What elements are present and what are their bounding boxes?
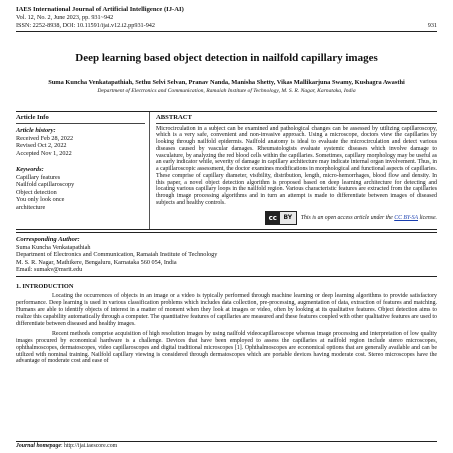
journal-header <box>16 6 437 29</box>
footer-url[interactable]: : http://ijai.iaescore.com <box>60 443 118 449</box>
corresponding-author-box <box>16 232 437 278</box>
license-text-after: license. <box>418 214 437 221</box>
by-badge: BY <box>280 212 296 224</box>
corresponding-email[interactable]: Email: sumakv@msrit.edu <box>16 265 83 273</box>
introduction-paragraph-2: Recent methods comprise acquisition of high resolution images by using nailfold videocapillaroscope whereas image processing and interpretation of low quality images procured by economical hardware is a challenge. Devices that have been employed to assess the capillaries at nailfold region include stereo microscopes, ophthalmoscopes, dermatoscopes, video capillaroscopes and digital traditional microscopes [1]. Ophthalmoscopes are economical options that are generally available and can be utilized with nominal training. Nailfold capillary viewing is considered through dermatoscopes which are portable devices having moderate cost. Stereo microscopes have the advantage of moderate cost and ease of <box>16 330 437 365</box>
article-history-heading: Article history: <box>16 126 56 134</box>
license-text-before: This is an open access article under the <box>300 214 395 221</box>
paper-affiliation: Department of Electronics and Communication, Ramaiah Institute of Technology, M. S. R. Nagar, Karnataka, India <box>97 87 356 94</box>
keyword-item: Object detection <box>16 188 57 196</box>
license-link[interactable]: CC BY-SA <box>394 214 418 221</box>
abstract-text: Microcirculation in a subject can be examined and pathological changes can be assessed by utilizing capillaroscopy, which is a very safe, convenient and non-invasive approach. Using a microscope, doctors view the capillaries by looking through nailfold epidermis. Nailfold anatomy is ideal to evaluate the microcirculation and detect various diseases caused by vascular damages. Rheumatologists evaluate systemic diseases which involve damage to vasculature, by analyzing the red blood cells within the capillaries. Sometimes, capillary morphology may be useful as an early indicator while, severity of damage in capillary architecture may indicate internal organ involvement. Thus, in a capillaroscopic assessment, the doctor examines modifications in morphological and functional aspects of capillaries. These comprise of capillary diameter, visibility, distribution, length, micro-hemorrhages, blood flow and density. In this paper, a novel object detection algorithm is proposed based on deep learning architecture for detecting and locating various capillary loops in the nailfold region. Various characteristic features are extracted from the capillaries through image processing algorithms and in turn an attempt is made to differentiate between images of diseased subjects and healthy controls. <box>156 125 437 206</box>
keyword-item: Capillary features <box>16 173 61 181</box>
cc-by-logo-icon <box>265 211 297 225</box>
journal-volume: Vol. 12, No. 2, June 2023, pp. 931~942 <box>16 13 114 21</box>
journal-issn: ISSN: 2252-8938, DOI: 10.11591/ijai.v12.i2.pp931-942 <box>16 21 155 29</box>
header-rule <box>16 31 437 32</box>
page-footer <box>16 441 437 449</box>
introduction-paragraph: Locating the occurrences of objects in an image or a video is typically performed through machine learning or deep learning algorithms to provide satisfactory performance. Deep learning is used in various classification problems which includes data collection, pre-processing, augmentation of data, extraction of features and matching. Humans are able to identify objects of interest in a matter of moment when they look at images or video, often by looking at its qualitative features. Object detection aims to realize this capability automatically through a computer. The quantitative features of capillaries are measured and these features coupled with other qualitative features are used to differentiate between diseased and healthy images. <box>16 293 437 327</box>
keyword-item: You only look once <box>16 196 65 204</box>
accepted-date: Accepted Nov 1, 2022 <box>16 149 72 157</box>
received-date: Received Feb 28, 2022 <box>16 134 74 142</box>
keywords-heading: Keywords: <box>16 165 44 173</box>
page-number: 931 <box>427 21 437 29</box>
paper-title: Deep learning based object detection in nailfold capillary images <box>75 52 378 65</box>
corresponding-address: M. S. R. Nagar, Mathikere, Bengaluru, Karnataka 560 054, India <box>16 258 177 266</box>
corresponding-heading: Corresponding Author: <box>16 235 80 243</box>
introduction-heading: 1. INTRODUCTION <box>16 283 74 291</box>
footer-label: Journal homepage <box>16 443 61 449</box>
cc-badge: cc <box>266 212 280 224</box>
license-line <box>156 211 437 225</box>
revised-date: Revised Oct 2, 2022 <box>16 142 67 150</box>
article-info-table <box>16 111 437 230</box>
journal-name: IAES International Journal of Artificial Intelligence (IJ-AI) <box>16 6 184 13</box>
abstract-heading: ABSTRACT <box>156 112 437 124</box>
paper-authors: Suma Kuncha Venkatapathiah, Sethu Selvi Selvan, Pranav Nanda, Manisha Shetty, Vikas Mallikarjuna Swamy, Kushagra Awasthi <box>48 78 405 86</box>
keyword-item: architecture <box>16 203 46 211</box>
keyword-item: Nailfold capillaroscopy <box>16 181 75 189</box>
article-info-column <box>16 112 150 229</box>
abstract-column <box>150 112 437 229</box>
article-info-heading: Article Info <box>16 112 145 124</box>
corresponding-dept: Department of Electronics and Communication, Ramaiah Institute of Technology <box>16 251 218 259</box>
corresponding-name: Suma Kuncha Venkatapathiah <box>16 243 91 251</box>
